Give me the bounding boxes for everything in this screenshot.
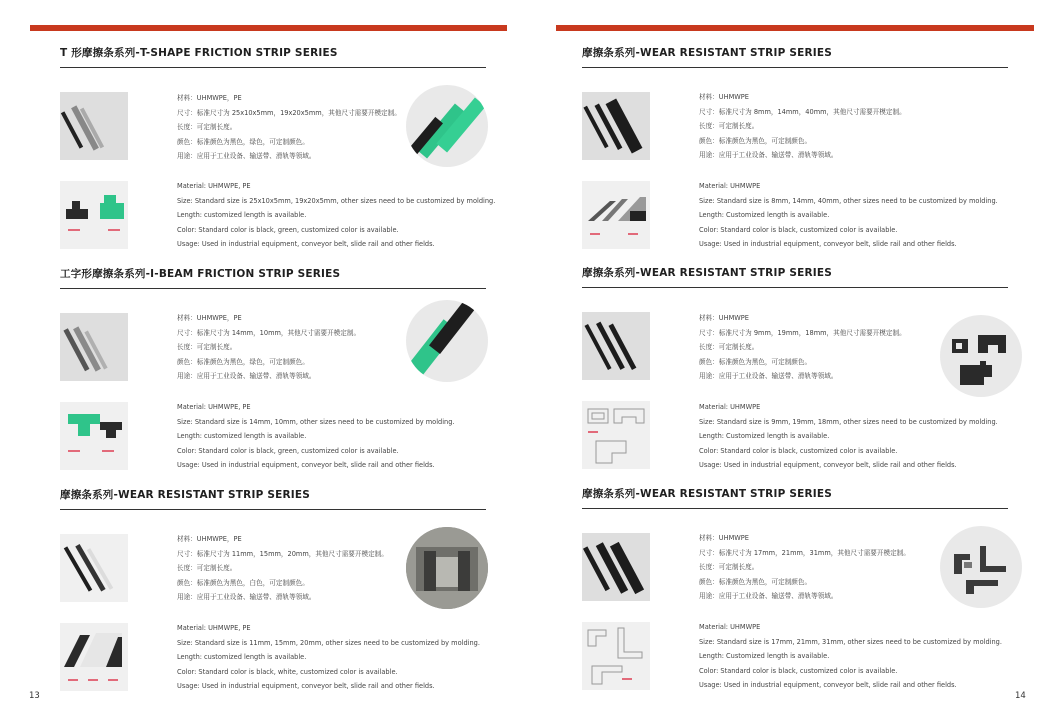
spec-material-en: Material: UHMWPE, PE (177, 182, 251, 190)
spec-list-cn (177, 91, 401, 164)
section-title: 摩擦条系列-WEAR RESISTANT STRIP SERIES (60, 489, 310, 501)
spec-color-cn: 颜色：标准颜色为黑色，白色，可定制颜色。 (177, 578, 309, 587)
spec-list-en (177, 621, 480, 694)
product-image-drawings (582, 622, 650, 690)
spec-size-cn: 尺寸：标准尺寸为 11mm，15mm，20mm，其他尺寸需要开模定制。 (177, 549, 388, 558)
spec-material-cn: 材料：UHMWPE，PE (177, 535, 242, 543)
spec-size-cn: 尺寸：标准尺寸为 25x10x5mm，19x20x5mm，其他尺寸需要开模定制。 (177, 108, 401, 117)
spec-material-cn: 材料：UHMWPE (699, 534, 749, 542)
left-accent-bar (30, 25, 507, 31)
spec-list-en (699, 400, 998, 473)
spec-list-en (177, 400, 455, 473)
spec-list-cn (699, 311, 906, 384)
product-image-profiles (60, 623, 128, 691)
spec-usage-cn: 用途：应用于工业设备、输送带、滑轨等领域。 (699, 151, 838, 160)
spec-color-en: Color: Standard color is black, customized color is available. (699, 666, 898, 675)
spec-usage-cn: 用途：应用于工业设备、输送带、滑轨等领域。 (699, 372, 838, 381)
spec-length-cn: 长度：可定制长度。 (699, 122, 759, 131)
section-rule (582, 287, 1008, 288)
spec-list-en (177, 179, 495, 252)
spec-list-en (699, 620, 1002, 693)
product-image-strips (582, 92, 650, 160)
spec-length-cn: 长度：可定制长度。 (699, 343, 759, 352)
spec-length-en: Length: Customized length is available. (699, 652, 830, 661)
spec-size-cn: 尺寸：标准尺寸为 14mm，10mm，其他尺寸需要开模定制。 (177, 328, 361, 337)
spec-color-en: Color: Standard color is black, white, customized color is available. (177, 667, 398, 676)
product-image-drawings (582, 401, 650, 469)
spec-size-en: Size: Standard size is 17mm, 21mm, 31mm, other sizes need to be customized by molding. (699, 637, 1002, 646)
section-rule (60, 67, 486, 68)
product-image-strips (60, 313, 128, 381)
spec-size-cn: 尺寸：标准尺寸为 8mm，14mm，40mm，其他尺寸需要开模定制。 (699, 107, 906, 116)
spec-usage-cn: 用途：应用于工业设备、输送带、滑轨等领域。 (699, 592, 838, 601)
product-image-strips (60, 534, 128, 602)
product-photo-circle (406, 85, 488, 167)
section-rule (60, 509, 486, 510)
spec-length-en: Length: customized length is available. (177, 432, 307, 441)
product-photo-circle (406, 527, 488, 609)
spec-usage-en: Usage: Used in industrial equipment, conveyor belt, slide rail and other fields. (699, 240, 957, 249)
spec-color-en: Color: Standard color is black, customized color is available. (699, 446, 898, 455)
section-title: 摩擦条系列-WEAR RESISTANT STRIP SERIES (582, 47, 832, 59)
spec-material-en: Material: UHMWPE (699, 623, 761, 631)
spec-material-en: Material: UHMWPE (699, 182, 761, 190)
spec-length-cn: 长度：可定制长度。 (699, 563, 759, 572)
product-image-strips (582, 312, 650, 380)
spec-list-cn (177, 532, 388, 605)
spec-size-en: Size: Standard size is 11mm, 15mm, 20mm, other sizes need to be customized by molding. (177, 638, 480, 647)
section-rule (582, 67, 1008, 68)
product-image-profiles (60, 181, 128, 249)
spec-list-cn (177, 311, 360, 384)
spec-color-en: Color: Standard color is black, green, customized color is available. (177, 446, 399, 455)
spec-size-en: Size: Standard size is 8mm, 14mm, 40mm, other sizes need to be customized by molding. (699, 196, 998, 205)
spec-list-en (699, 179, 998, 252)
spec-list-cn (699, 90, 906, 163)
spec-size-en: Size: Standard size is 25x10x5mm, 19x20x5mm, other sizes need to be customized by molding. (177, 196, 496, 205)
spec-material-cn: 材料：UHMWPE (699, 93, 749, 101)
spec-color-cn: 颜色：标准颜色为黑色，可定制颜色。 (699, 357, 812, 366)
product-image-profiles (582, 181, 650, 249)
spec-color-cn: 颜色：标准颜色为黑色，可定制颜色。 (699, 577, 812, 586)
section-rule (60, 288, 486, 289)
spec-usage-cn: 用途：应用于工业设备、输送带、滑轨等领域。 (177, 593, 316, 602)
spec-material-cn: 材料：UHMWPE (699, 314, 749, 322)
section-title: 摩擦条系列-WEAR RESISTANT STRIP SERIES (582, 488, 832, 500)
right-accent-bar (556, 25, 1034, 31)
spec-usage-en: Usage: Used in industrial equipment, conveyor belt, slide rail and other fields. (699, 681, 957, 690)
product-image-strips (582, 533, 650, 601)
spec-color-cn: 颜色：标准颜色为黑色，绿色，可定制颜色。 (177, 357, 309, 366)
spec-usage-en: Usage: Used in industrial equipment, conveyor belt, slide rail and other fields. (177, 682, 435, 691)
page-number-right: 14 (1015, 691, 1026, 701)
spec-length-en: Length: Customized length is available. (699, 211, 830, 220)
section-rule (582, 508, 1008, 509)
spec-length-cn: 长度：可定制长度。 (177, 564, 237, 573)
spec-material-cn: 材料：UHMWPE，PE (177, 94, 242, 102)
spec-usage-en: Usage: Used in industrial equipment, conveyor belt, slide rail and other fields. (699, 461, 957, 470)
spec-usage-en: Usage: Used in industrial equipment, conveyor belt, slide rail and other fields. (177, 461, 435, 470)
spec-length-en: Length: customized length is available. (177, 211, 307, 220)
page-number-left: 13 (29, 691, 40, 701)
spec-usage-en: Usage: Used in industrial equipment, conveyor belt, slide rail and other fields. (177, 240, 435, 249)
product-photo-circle (406, 300, 488, 382)
spec-material-en: Material: UHMWPE, PE (177, 403, 251, 411)
spec-color-en: Color: Standard color is black, green, customized color is available. (177, 225, 399, 234)
spec-length-cn: 长度：可定制长度。 (177, 343, 237, 352)
spec-size-en: Size: Standard size is 9mm, 19mm, 18mm, other sizes need to be customized by molding. (699, 417, 998, 426)
product-photo-circle (940, 315, 1022, 397)
section-title: T 形摩擦条系列-T-SHAPE FRICTION STRIP SERIES (60, 47, 338, 59)
product-photo-circle (940, 526, 1022, 608)
spec-size-cn: 尺寸：标准尺寸为 9mm，19mm，18mm，其他尺寸需要开模定制。 (699, 328, 906, 337)
spec-material-en: Material: UHMWPE, PE (177, 624, 251, 632)
spec-size-cn: 尺寸：标准尺寸为 17mm，21mm，31mm，其他尺寸需要开模定制。 (699, 548, 910, 557)
spec-color-cn: 颜色：标准颜色为黑色，绿色，可定制颜色。 (177, 137, 309, 146)
spec-material-en: Material: UHMWPE (699, 403, 761, 411)
product-image-profiles (60, 402, 128, 470)
spec-material-cn: 材料：UHMWPE，PE (177, 314, 242, 322)
spec-length-en: Length: Customized length is available. (699, 432, 830, 441)
spec-usage-cn: 用途：应用于工业设备、输送带、滑轨等领域。 (177, 372, 316, 381)
spec-color-cn: 颜色：标准颜色为黑色，可定制颜色。 (699, 136, 812, 145)
product-image-strips (60, 92, 128, 160)
spec-color-en: Color: Standard color is black, customized color is available. (699, 225, 898, 234)
section-title: 工字形摩擦条系列-I-BEAM FRICTION STRIP SERIES (60, 268, 341, 280)
section-title: 摩擦条系列-WEAR RESISTANT STRIP SERIES (582, 267, 832, 279)
spec-length-cn: 长度：可定制长度。 (177, 123, 237, 132)
spec-size-en: Size: Standard size is 14mm, 10mm, other sizes need to be customized by molding. (177, 417, 455, 426)
spec-length-en: Length: customized length is available. (177, 653, 307, 662)
spec-list-cn (699, 531, 910, 604)
spec-usage-cn: 用途：应用于工业设备、输送带、滑轨等领域。 (177, 152, 316, 161)
